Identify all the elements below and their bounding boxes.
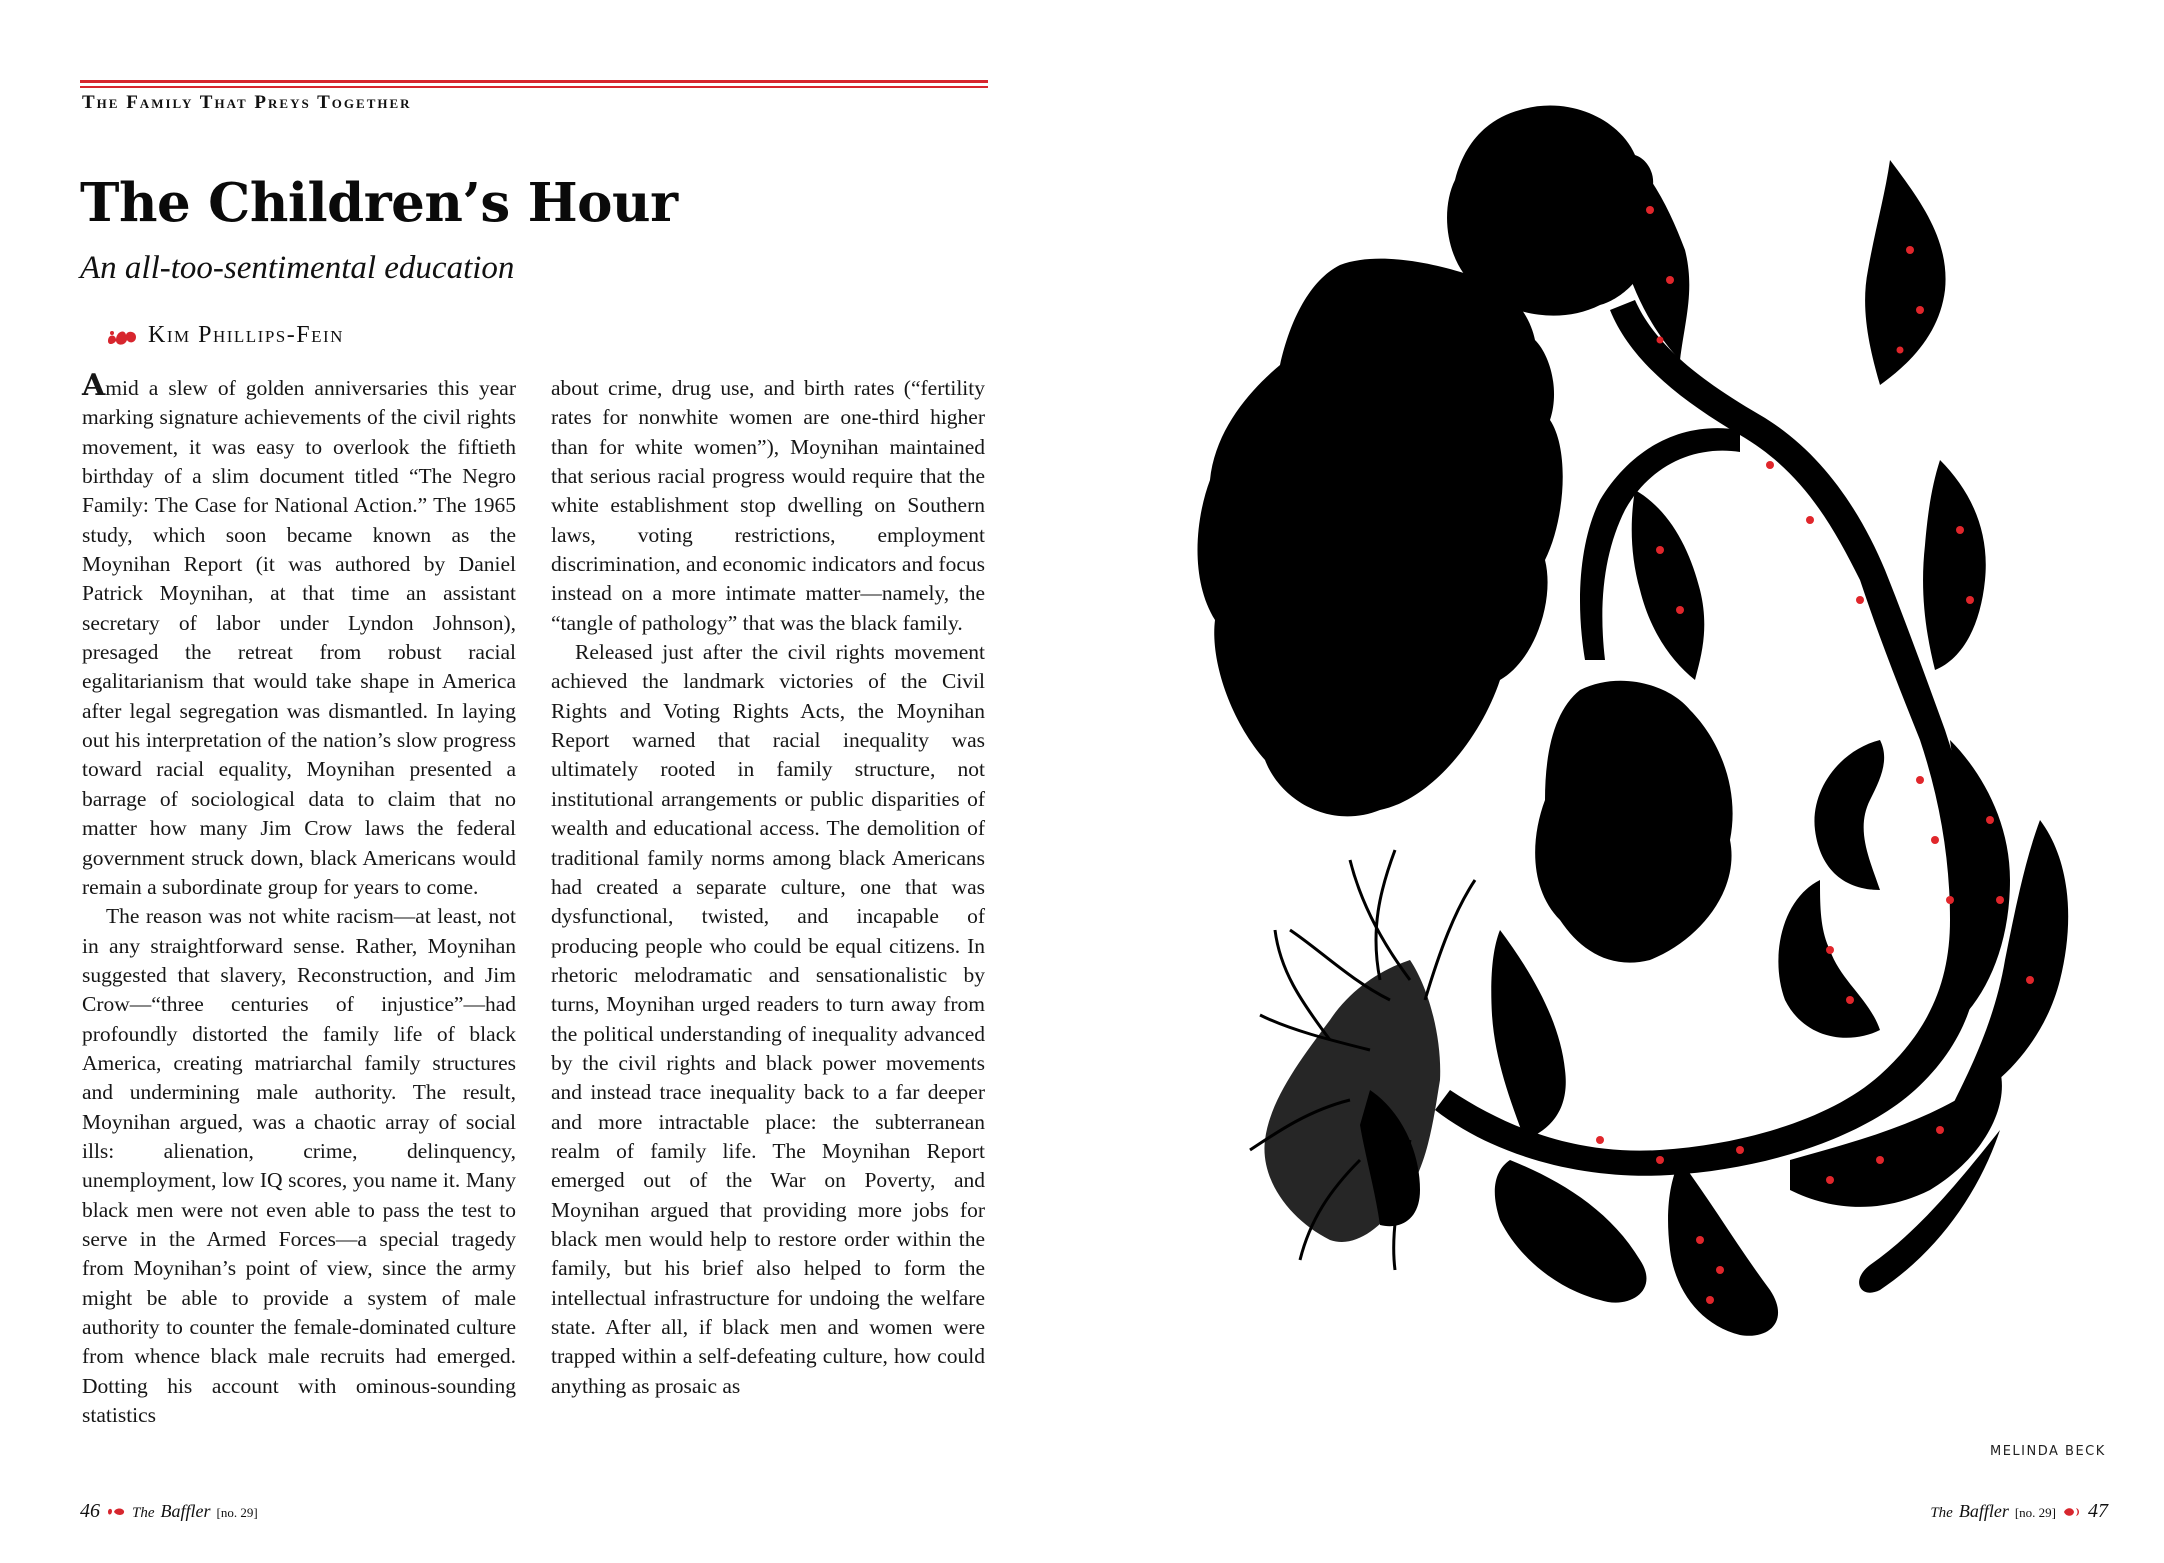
section-label: The Family That Preys Together: [82, 92, 412, 113]
footer-right: [1930, 1500, 2108, 1523]
magazine-the: The: [1930, 1505, 1953, 1521]
silhouette-group: [1198, 106, 2069, 1336]
magazine-name: Baffler: [160, 1501, 211, 1521]
article-title: The Children’s Hour: [80, 172, 678, 234]
article-subtitle: An all-too-sentimental education: [80, 250, 515, 286]
fleuron-icon: [106, 325, 138, 347]
child-head-large: [1198, 259, 1563, 817]
issue-number: [no. 29]: [216, 1505, 258, 1520]
magazine-the: The: [132, 1505, 155, 1521]
leaf: [1923, 460, 1986, 670]
fleuron-icon: [106, 1505, 126, 1519]
paragraph: The reason was not white racism—at least, not in any straightforward sense. Rather, Moynihan suggested that slavery, Reconstruction, and Jim Crow—“three centuries of injustice”—had profoundly distorted the family life of black America, creating matriarchal family structures and undermining male authority. The result, Moynihan argued, was a chaotic array of social ills: alienation, crime, delinquency, unemployment, low IQ scores, you name it. Many black men were not even able to pass the test to serve in the Armed Forces—a special tragedy from Moynihan’s point of view, since the army might be able to provide a system of male authority to counter the female-dominated culture from whence black male recruits had emerged. Dotting his account with ominous-sounding statistics: [82, 904, 516, 1428]
child-head-lower: [1535, 681, 1732, 963]
leaf: [1814, 740, 1884, 890]
author-name: Kim Phillips-Fein: [148, 322, 344, 348]
body-column-2: [551, 374, 985, 1401]
leaf: [1632, 490, 1705, 680]
fleuron-icon: [2062, 1505, 2082, 1519]
header-rule-top: [80, 80, 988, 83]
leaf: [1668, 1160, 1778, 1336]
byline: [106, 322, 344, 349]
magazine-name: Baffler: [1958, 1501, 2009, 1521]
paragraph: about crime, drug use, and birth rates (“fertility rates for nonwhite women are one-third higher than for white women”), Moynihan maintained that serious racial progress would require that the white establishment stop dwelling on Southern laws, voting restrictions, employment discrimination, and economic indicators and focus instead on a more intimate matter—namely, the “tangle of pathology” that was the black family.: [551, 376, 985, 635]
vine-illustration: [1180, 100, 2160, 1460]
page-number: 46: [80, 1500, 100, 1522]
paragraph: Released just after the civil rights movement achieved the landmark victories of the Civil Rights and Voting Rights Acts, the Moynihan Report warned that racial inequality was ultimately rooted in family structure, not institutional arrangements or public disparities of wealth and educational access. The demolition of traditional family norms among black Americans had created a separate culture, one that was dysfunctional, twisted, and incapable of producing people who could be equal citizens. In rhetoric melodramatic and sensationalistic by turns, Moynihan urged readers to turn away from the political understanding of inequality advanced by the civil rights and black power movements and instead trace inequality back to a far deeper and more intractable place: the subterranean realm of family life. The Moynihan Report emerged out of the War on Poverty, and Moynihan argued that providing more jobs for black men would help to restore order within the family, but his brief also helped to form the intellectual infrastructure for undoing the welfare state. After all, if black men and women were trapped within a self-defeating culture, how could anything as prosaic as: [551, 640, 985, 1398]
illustration-credit: MELINDA BECK: [1990, 1444, 2106, 1459]
leaf: [1491, 930, 1565, 1140]
body-column-1: [82, 368, 516, 1430]
drop-cap: A: [82, 368, 106, 403]
footer-left: [80, 1500, 258, 1523]
issue-number: [no. 29]: [2014, 1505, 2056, 1520]
paragraph: Amid a slew of golden anniversaries this year marking signature achievements of the civil rights movement, it was easy to overlook the fiftieth birthday of a slim document titled “The Negro Family: The Case for National Action.” The 1965 study, which soon became known as the Moynihan Report (it was authored by Daniel Patrick Moynihan, at that time an assistant secretary of labor under Lyndon Johnson), presaged the retreat from robust racial egalitarianism that would take shape in America after legal segregation was dismantled. In laying out his interpretation of the nation’s slow progress toward racial equality, Moynihan presented a barrage of sociological data to claim that no matter how many Jim Crow laws the federal government struck down, black Americans would remain a subordinate group for years to come.: [82, 368, 516, 899]
page-number: 47: [2088, 1500, 2108, 1522]
leaf: [1865, 160, 1945, 385]
leaf: [1495, 1160, 1647, 1303]
header-rule-bottom: [80, 86, 988, 88]
leaf: [1778, 880, 1880, 1038]
